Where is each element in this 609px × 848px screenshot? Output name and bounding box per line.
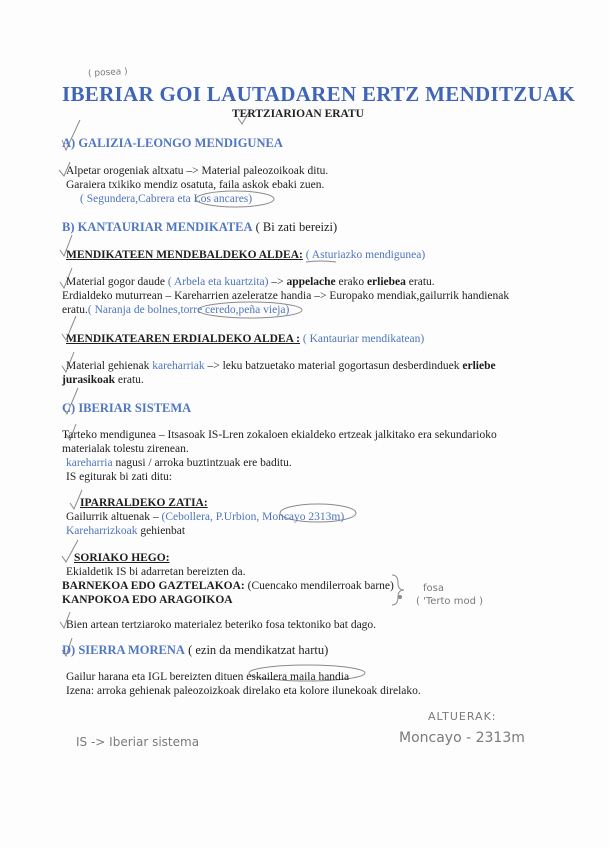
text: ( Kantauriar mendikatean) bbox=[299, 333, 425, 345]
text: eratu. bbox=[62, 304, 88, 316]
section-b-line-3 bbox=[62, 303, 289, 318]
section-d-note: ( ezin da mendikatzat hartu) bbox=[184, 643, 329, 657]
section-c-line-6 bbox=[66, 524, 185, 539]
section-c-sub-1: IPARRALDEKO ZATIA: bbox=[80, 497, 208, 509]
handwritten-note-fosa-2: ( 'Terto mod ) bbox=[416, 596, 484, 607]
text: erliebea bbox=[366, 276, 406, 288]
text: ) bbox=[248, 193, 253, 205]
text: appelache bbox=[286, 276, 336, 288]
page-subtitle: TERTZIARIOAN ERATU bbox=[232, 108, 364, 120]
section-a-line-1: Alpetar orogeniak altxatu –> Material paleozoikoak ditu. bbox=[66, 165, 329, 177]
handwritten-note-top: ( posea ) bbox=[87, 66, 128, 80]
text: eratu. bbox=[405, 276, 435, 288]
section-c-line-4: IS egiturak bi zati ditu: bbox=[66, 471, 173, 483]
handwritten-note-fosa: fosa bbox=[423, 583, 444, 594]
text: kareharriak bbox=[152, 360, 205, 372]
section-b-title: B) KANTAURIAR MENDIKATEA bbox=[62, 220, 253, 234]
section-c-line-8 bbox=[62, 579, 394, 594]
text: Material gehienak bbox=[66, 360, 153, 372]
text: kareharria bbox=[66, 457, 113, 469]
text: jurasikoak bbox=[62, 374, 116, 386]
handwritten-note-moncayo: Moncayo - 2313m bbox=[399, 730, 525, 746]
section-c-line-3 bbox=[66, 456, 292, 471]
section-b-line-1 bbox=[66, 275, 435, 290]
section-c-line-2: materialak tolestu zirenean. bbox=[62, 443, 189, 455]
section-b-note: ( Bi zati bereizi) bbox=[252, 220, 338, 234]
text: BARNEKOA EDO GAZTELAKOA: bbox=[62, 580, 245, 592]
text: erliebe bbox=[462, 360, 496, 372]
section-c-line-9: KANPOKOA EDO ARAGOIKOA bbox=[62, 594, 233, 606]
section-d-line-1 bbox=[66, 670, 349, 685]
section-d-header bbox=[62, 643, 328, 658]
section-c-title: C) IBERIAR SISTEMA bbox=[62, 401, 192, 415]
text: MENDIKATEEN MENDEBALDEKO ALDEA: bbox=[66, 249, 303, 261]
section-b-sub-1 bbox=[66, 248, 425, 263]
bullet-dot bbox=[399, 596, 402, 599]
text: –> leku batzuetako material gogortasun desberdinduek bbox=[204, 360, 463, 372]
text: (Cebollera, P.Urbion, Moncayo 2313m) bbox=[161, 511, 345, 523]
text: gehienbat bbox=[137, 525, 186, 537]
text: eskailera maila handia bbox=[246, 671, 350, 683]
section-c-sub-2: SORIAKO HEGO: bbox=[74, 552, 170, 564]
section-d-title: D) SIERRA MORENA bbox=[62, 643, 185, 657]
text: Material gogor daude bbox=[66, 276, 168, 288]
text: Kareharrizkoak bbox=[66, 525, 138, 537]
text: ( Asturiazko mendigunea) bbox=[302, 249, 426, 261]
section-a-title: A) GALIZIA-LEONGO MENDIGUNEA bbox=[62, 136, 283, 150]
section-c-line-5 bbox=[66, 510, 344, 525]
section-b-header bbox=[62, 220, 337, 235]
page-title: IBERIAR GOI LAUTADAREN ERTZ MENDITZUAK bbox=[62, 82, 576, 106]
section-d-line-2: Izena: arroka gehienak paleozoizkoak direlako eta kolore ilunekoak direlako. bbox=[66, 685, 421, 697]
text: eratu. bbox=[115, 374, 144, 386]
text: ( Naranja de bolnes,torre ceredo,peña vieja) bbox=[87, 304, 290, 316]
text: nagusi / arroka buztintzuak ere baditu. bbox=[112, 457, 292, 469]
text: –> bbox=[268, 276, 287, 288]
section-c-line-10: Bien artean tertziaroko materialez beteriko fosa tektoniko bat dago. bbox=[66, 619, 377, 631]
text: Los ancares bbox=[193, 193, 249, 205]
section-b-line-2: Erdialdeko muturrean – Kareharrien azeleratze handia –> Europako mendiak,gailurrik handienak bbox=[62, 290, 510, 302]
section-c-line-7: Ekialdetik IS bi adarretan bereizten da. bbox=[66, 566, 246, 578]
text: MENDIKATEAREN ERDIALDEKO ALDEA : bbox=[66, 333, 300, 345]
text: (Cuencako mendilerroak barne) bbox=[244, 580, 394, 592]
text: ( Segundera,Cabrera eta bbox=[80, 193, 194, 205]
text: ( Arbela eta kuartzita) bbox=[167, 276, 269, 288]
section-b-sub-2 bbox=[66, 332, 424, 347]
section-c-line-1: Tarteko mendigunea – Itsasoak IS-Lren zokaloen ekialdeko ertzeak jalkitako era sekundarioko bbox=[62, 429, 497, 441]
handwritten-note-altuerak: ALTUERAK: bbox=[428, 710, 497, 723]
text: Gailur harana eta IGL bereizten dituen bbox=[66, 671, 247, 683]
section-a-line-2: Garaiera txikiko mendiz osatuta, faila askok ebaki zuen. bbox=[66, 179, 325, 191]
text: Gailurrik altuenak – bbox=[66, 511, 162, 523]
section-b-line-4 bbox=[66, 359, 496, 374]
handwritten-note-is: IS -> Iberiar sistema bbox=[76, 735, 200, 749]
text: erako bbox=[335, 276, 367, 288]
section-a-line-3 bbox=[80, 192, 252, 207]
section-b-line-5 bbox=[62, 373, 144, 388]
